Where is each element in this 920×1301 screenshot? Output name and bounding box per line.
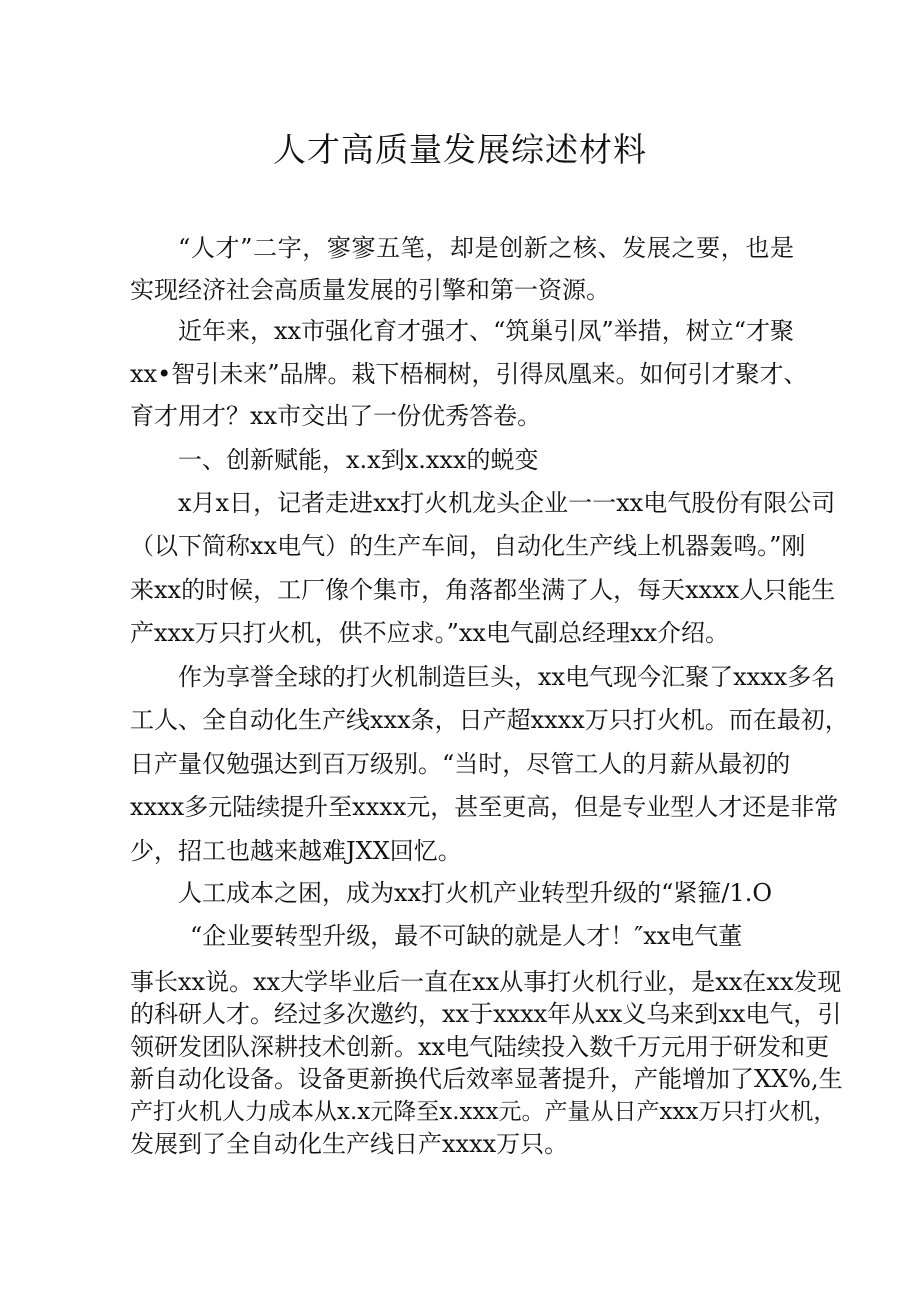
paragraph-line: （以下简称xx电气）的生产车间，自动化生产线上机器轰鸣。”刚 [130, 532, 806, 560]
paragraph-line: “企业要转型升级，最不可缺的就是人才！″xx电气董 [190, 922, 743, 950]
document-title: 人才高质量发展综述材料 [273, 130, 647, 169]
paragraph-line: 产xxx万只打火机，供不应求。”xx电气副总经理xx介绍。 [130, 619, 730, 647]
paragraph-line: xx•智引未来”品牌。栽下梧桐树，引得凤凰来。如何引才聚才、 [130, 360, 808, 388]
paragraph-line: 人工成本之困，成为xx打火机产业转型升级的“紧箍/1.O [178, 879, 772, 907]
paragraph-line: 日产量仅勉强达到百万级别。“当时，尽管工人的月薪从最初的 [130, 750, 791, 778]
paragraph-line: 实现经济社会高质量发展的引擎和第一资源。 [130, 276, 610, 304]
section-heading: 一、创新赋能，x.x到x.xxx的蜕变 [178, 446, 539, 474]
paragraph-line: 来xx的时候，工厂像个集市，角落都坐满了人，每天xxxx人只能生 [130, 576, 836, 604]
paragraph-line: xxxx多元陆续提升至xxxx元，甚至更高，但是专业型人才还是非常 [130, 793, 839, 821]
paragraph-line: 近年来，xx市强化育才强才、“筑巢引凤”举措，树立“才聚 [178, 317, 794, 345]
paragraph-line: 作为享誉全球的打火机制造巨头，xx电气现今汇聚了xxxx多名 [178, 663, 836, 691]
paragraph-line: 新自动化设备。设备更新换代后效率显著提升，产能增加了XX%,生 [130, 1065, 843, 1093]
paragraph-line: 产打火机人力成本从x.x元降至x.xxx元。产量从日产xxx万只打火机， [130, 1099, 837, 1125]
paragraph-line: 工人、全自动化生产线xxx条，日产超xxxx万只打火机。而在最初， [130, 706, 849, 734]
paragraph-line: 育才用才？xx市交出了一份优秀答卷。 [130, 402, 542, 430]
paragraph-line: x月x日，记者走进xx打火机龙头企业一一xx电气股份有限公司 [178, 489, 836, 517]
paragraph-line: 发展到了全自动化生产线日产xxxx万只。 [130, 1130, 569, 1158]
paragraph-line: 的科研人才。经过多次邀约，xx于xxxx年从xx义乌来到xx电气，引 [130, 1000, 842, 1028]
paragraph-line: “人才”二字，寥寥五笔，却是创新之核、发展之要，也是 [178, 234, 794, 262]
paragraph-line: 少，招工也越来越难JXX回忆。 [130, 837, 462, 865]
paragraph-line: 事长xx说。xx大学毕业后一直在xx从事打火机行业，是xx在xx发现 [130, 968, 842, 996]
paragraph-line: 领研发团队深耕技术创新。xx电气陆续投入数千万元用于研发和更 [130, 1033, 830, 1061]
